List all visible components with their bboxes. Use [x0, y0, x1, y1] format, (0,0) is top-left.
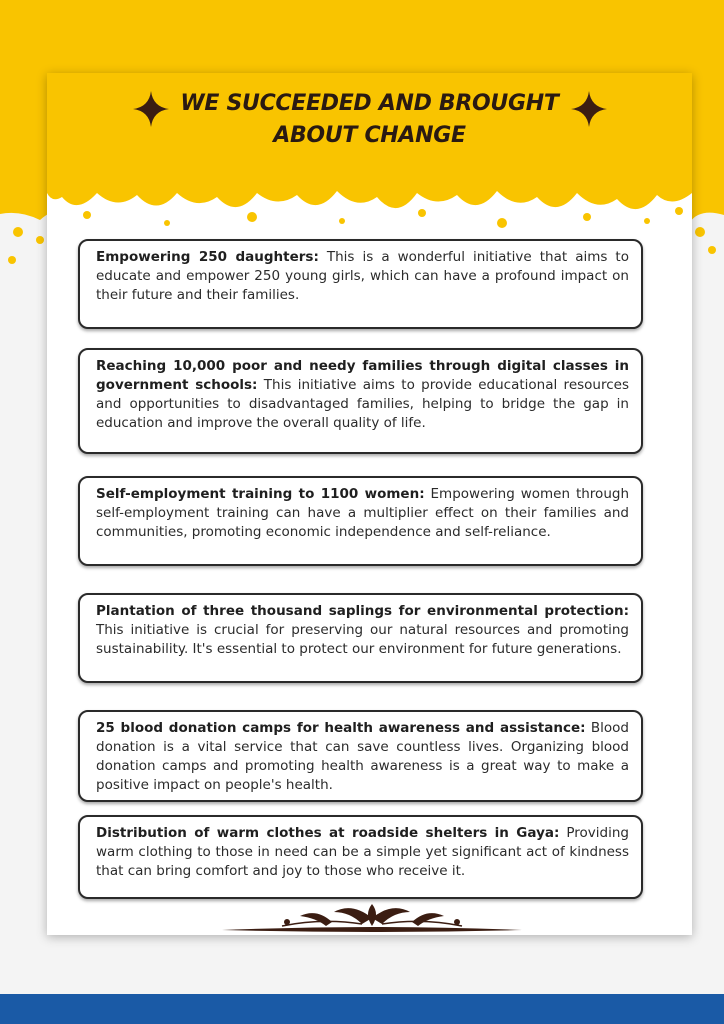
achievement-description: Providing warm clothing to those in need can be a simple yet significant act of kindness that can bring comfort and joy to those who receive it.	[96, 825, 629, 879]
achievement-description: This initiative aims to provide educational resources and opportunities to disadvantaged families, helping to bridge the gap in education and improve the overall quality of life.	[96, 377, 629, 431]
achievement-heading: Distribution of warm clothes at roadside shelters in Gaya:	[96, 825, 560, 841]
achievement-heading: Reaching 10,000 poor and needy families through digital classes in government schools:	[96, 358, 629, 393]
achievement-heading: Plantation of three thousand saplings for environmental protection:	[96, 603, 629, 619]
floral-ornament-icon	[222, 898, 522, 938]
achievement-card-digital-classes	[78, 348, 643, 454]
achievement-card-daughters	[78, 239, 643, 329]
title-line-2: ABOUT CHANGE	[273, 123, 466, 148]
achievement-description: Empowering women through self-employment training can have a multiplier effect on their families and communities, promoting economic independence and self-reliance.	[96, 486, 630, 540]
content-sheet	[47, 73, 692, 935]
achievement-heading: 25 blood donation camps for health awareness and assistance:	[96, 720, 586, 736]
achievement-description: This initiative is crucial for preserving our natural resources and promoting sustainability. It's essential to protect our environment for future generations.	[96, 622, 629, 657]
achievement-card-plantation	[78, 593, 643, 683]
achievement-description: Blood donation is a vital service that can save countless lives. Organizing blood donation camps and promoting health awareness is a great way to make a positive impact on people's health.	[96, 720, 629, 793]
achievement-card-blood-donation	[78, 710, 643, 802]
achievement-card-self-employment	[78, 476, 643, 566]
sheet-splash-decoration	[47, 173, 692, 233]
bottom-blue-band	[0, 994, 724, 1024]
page-title	[47, 88, 692, 152]
title-line-1: WE SUCCEEDED AND BROUGHT	[180, 91, 559, 116]
achievement-card-warm-clothes	[78, 815, 643, 899]
achievement-heading: Self-employment training to 1100 women:	[96, 486, 425, 502]
achievement-heading: Empowering 250 daughters:	[96, 249, 319, 265]
achievement-description: This is a wonderful initiative that aims to educate and empower 250 young girls, which can have a profound impact on their future and their families.	[96, 249, 629, 303]
